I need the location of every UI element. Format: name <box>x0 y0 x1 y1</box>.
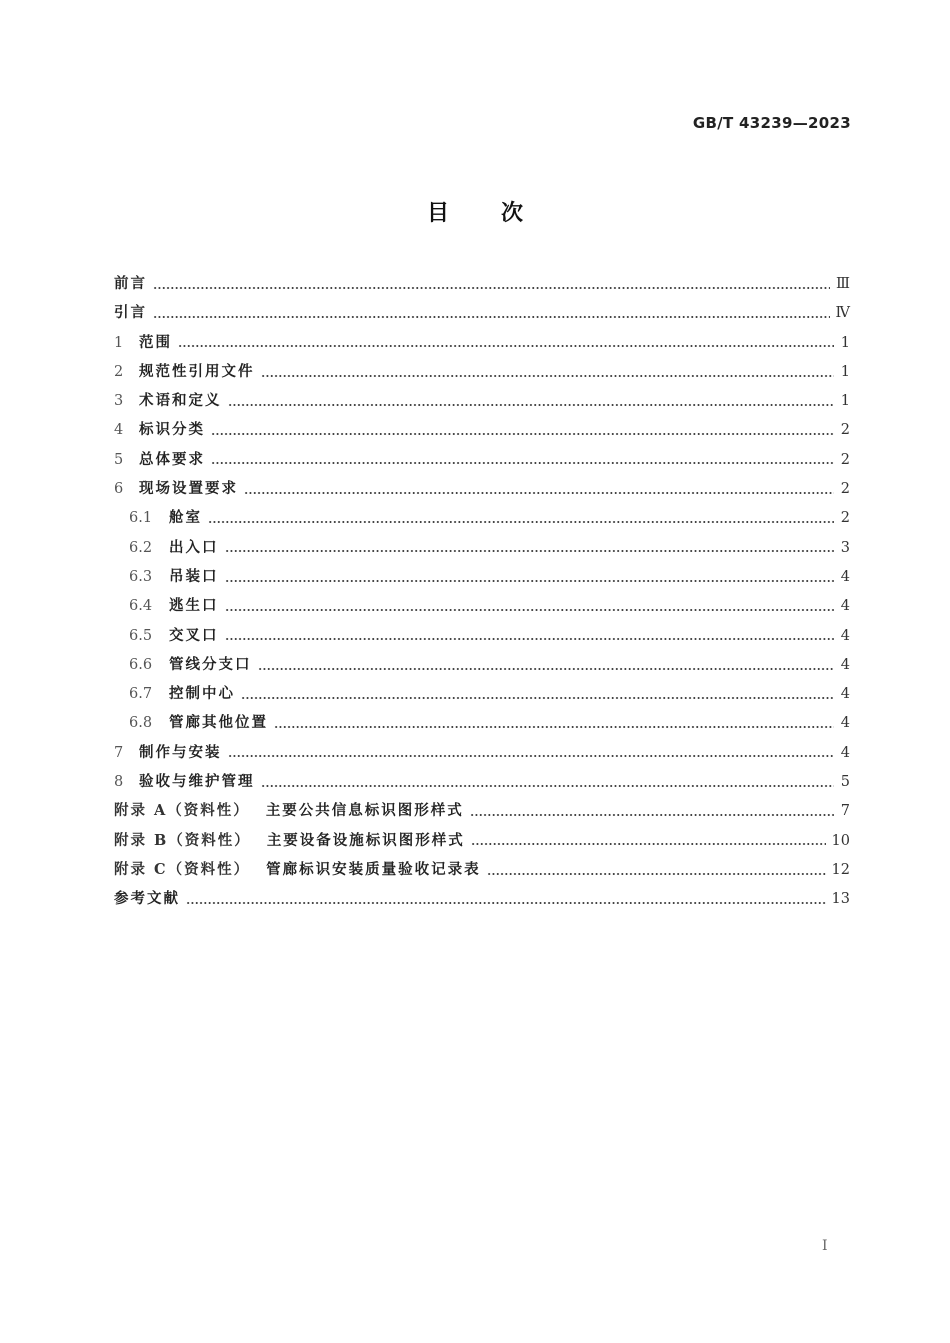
toc-entry-6-4[interactable] <box>114 594 850 623</box>
toc-entry-number: 8 <box>114 774 124 791</box>
toc-entry-6-3[interactable] <box>114 565 850 594</box>
toc-entry-page: 2 <box>840 422 850 439</box>
toc-entry-number: 6.5 <box>129 627 153 644</box>
appendix-title: 主要公共信息标识图形样式 <box>265 802 464 820</box>
dot-leader <box>261 784 835 788</box>
toc-entry-introduction[interactable] <box>114 301 850 330</box>
appendix-title: 管廊标识安装质量验收记录表 <box>266 860 481 878</box>
toc-entry-label: 吊装口 <box>169 567 219 585</box>
toc-entry-page: 4 <box>840 627 850 644</box>
toc-entry-label: 现场设置要求 <box>139 480 238 498</box>
toc-entry-page: 4 <box>840 715 850 732</box>
toc-entry-8[interactable] <box>114 770 850 799</box>
toc-entry-page: 1 <box>840 334 850 351</box>
toc-entry-3[interactable] <box>114 389 850 418</box>
toc-entry-number: 6.3 <box>129 568 153 585</box>
toc-entry-6-6[interactable] <box>114 653 850 682</box>
toc-entry-number: 4 <box>114 422 124 439</box>
toc-entry-references[interactable] <box>114 887 850 916</box>
toc-entry-label: 前言 <box>114 275 147 292</box>
dot-leader <box>153 286 830 290</box>
toc-entry-label: 交叉口 <box>169 626 219 644</box>
toc-entry-page: 12 <box>831 861 850 878</box>
toc-entry-6-8[interactable] <box>114 711 850 740</box>
dot-leader <box>487 872 826 876</box>
dot-leader <box>211 432 834 436</box>
appendix-heading: 附录 B（资料性） <box>114 831 251 849</box>
toc-entry-page: 2 <box>840 451 850 468</box>
toc-entry-page: 4 <box>840 568 850 585</box>
dot-leader <box>153 315 830 319</box>
table-of-contents <box>114 272 850 917</box>
toc-entry-appendix-c[interactable] <box>114 858 850 887</box>
toc-entry-page: Ⅳ <box>835 305 850 322</box>
toc-entry-page: 4 <box>840 656 850 673</box>
page-folio: Ⅰ <box>822 1238 828 1254</box>
toc-entry-label: 出入口 <box>169 538 219 556</box>
toc-entry-page: 2 <box>840 481 850 498</box>
appendix-title: 主要设备设施标识图形样式 <box>266 831 465 849</box>
dot-leader <box>186 901 826 905</box>
toc-entry-appendix-b[interactable] <box>114 829 850 858</box>
toc-entry-label: 管廊其他位置 <box>169 714 268 732</box>
toc-entry-number: 6.7 <box>129 686 153 703</box>
dot-leader <box>225 579 835 583</box>
toc-entry-page: 7 <box>840 803 850 820</box>
dot-leader <box>470 813 834 817</box>
toc-entry-number: 2 <box>114 363 124 380</box>
dot-leader <box>261 374 835 378</box>
toc-entry-number: 6.8 <box>129 715 153 732</box>
dot-leader <box>225 637 835 641</box>
toc-entry-label: 范围 <box>139 333 172 351</box>
dot-leader <box>471 842 826 846</box>
toc-entry-label: 制作与安装 <box>139 743 222 761</box>
toc-entry-6-7[interactable] <box>114 682 850 711</box>
toc-entry-4[interactable] <box>114 418 850 447</box>
dot-leader <box>178 344 834 348</box>
toc-entry-label: 管线分支口 <box>169 655 252 673</box>
dot-leader <box>211 461 834 465</box>
toc-entry-number: 7 <box>114 744 124 761</box>
toc-entry-1[interactable] <box>114 331 850 360</box>
dot-leader <box>228 403 835 407</box>
toc-entry-number: 1 <box>114 334 124 351</box>
dot-leader <box>208 520 834 524</box>
toc-entry-label: 舱室 <box>169 509 202 527</box>
toc-entry-label: 总体要求 <box>139 450 205 468</box>
toc-entry-label: 引言 <box>114 304 147 322</box>
toc-entry-page: 4 <box>840 686 850 703</box>
standard-number: GB/T 43239—2023 <box>692 114 851 132</box>
toc-entry-6-2[interactable] <box>114 536 850 565</box>
toc-entry-number: 3 <box>114 393 124 410</box>
dot-leader <box>241 696 834 700</box>
toc-entry-label: 规范性引用文件 <box>139 362 255 380</box>
toc-entry-5[interactable] <box>114 448 850 477</box>
dot-leader <box>228 754 835 758</box>
toc-entry-page: 5 <box>840 774 850 791</box>
dot-leader <box>258 667 835 671</box>
dot-leader <box>274 725 834 729</box>
appendix-heading: 附录 C（资料性） <box>114 860 251 878</box>
toc-entry-appendix-a[interactable] <box>114 799 850 828</box>
toc-entry-number: 6 <box>114 481 124 498</box>
toc-entry-page: 4 <box>840 598 850 615</box>
toc-entry-label: 验收与维护管理 <box>139 773 255 791</box>
appendix-heading: 附录 A（资料性） <box>114 802 250 820</box>
toc-entry-label: 逃生口 <box>169 597 219 615</box>
toc-entry-foreword[interactable] <box>114 272 850 301</box>
toc-title: 目次 <box>426 201 575 226</box>
toc-entry-page: 4 <box>840 744 850 761</box>
toc-entry-label: 标识分类 <box>139 421 205 439</box>
dot-leader <box>244 491 834 495</box>
toc-entry-number: 5 <box>114 451 124 468</box>
dot-leader <box>225 608 835 612</box>
toc-entry-number: 6.4 <box>129 598 153 615</box>
toc-entry-label: 术语和定义 <box>139 392 222 410</box>
toc-entry-number: 6.6 <box>129 656 153 673</box>
toc-entry-2[interactable] <box>114 360 850 389</box>
toc-entry-7[interactable] <box>114 741 850 770</box>
toc-entry-6-5[interactable] <box>114 624 850 653</box>
toc-entry-number: 6.1 <box>129 510 153 527</box>
toc-entry-page: 3 <box>840 539 850 556</box>
toc-entry-6-1[interactable] <box>114 506 850 535</box>
toc-entry-6[interactable] <box>114 477 850 506</box>
toc-entry-number: 6.2 <box>129 539 153 556</box>
toc-entry-page: 1 <box>840 363 850 380</box>
toc-entry-page: Ⅲ <box>836 276 850 292</box>
dot-leader <box>225 549 835 553</box>
toc-entry-page: 10 <box>831 832 850 849</box>
toc-entry-label: 控制中心 <box>169 685 235 703</box>
toc-entry-page: 13 <box>831 891 850 908</box>
toc-entry-label: 参考文献 <box>114 890 180 908</box>
toc-entry-page: 2 <box>840 510 850 527</box>
toc-entry-page: 1 <box>840 393 850 410</box>
